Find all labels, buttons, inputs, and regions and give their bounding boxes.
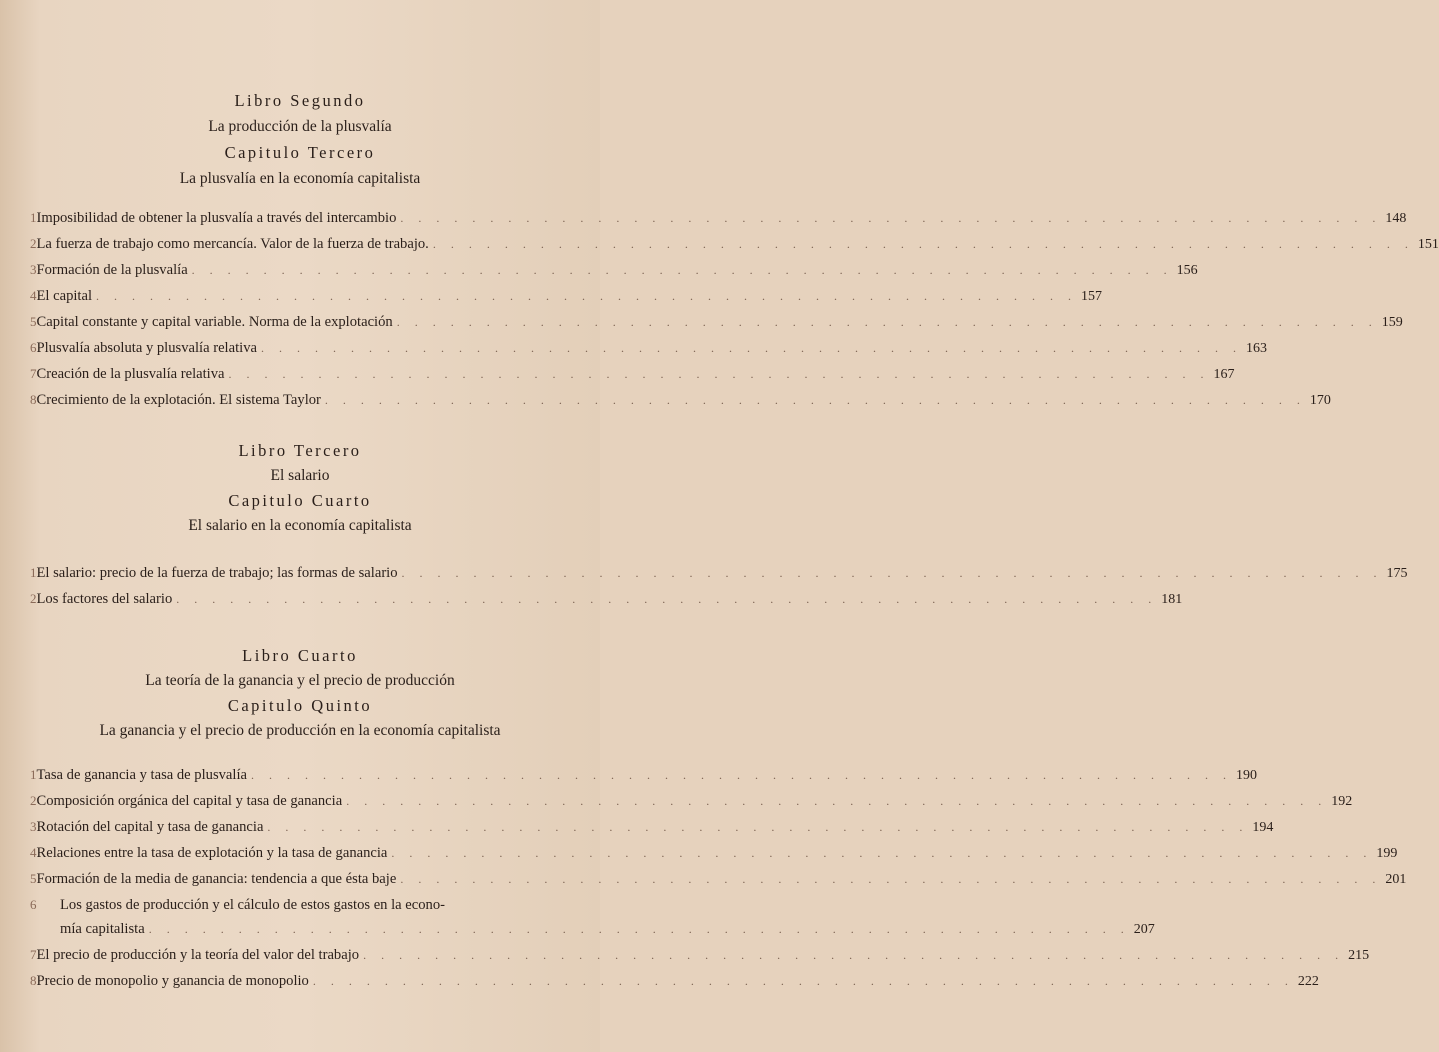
toc-entry (30, 947, 1370, 973)
entry-number: 8 (30, 973, 37, 988)
entry-title: Crecimiento de la explotación. El sistema Taylor (36, 392, 321, 408)
toc-entry (30, 340, 1267, 366)
toc-entry (30, 973, 1319, 999)
toc-entry (30, 236, 1439, 262)
entry-page: 156 (1176, 263, 1198, 278)
leader-dots (396, 211, 1385, 226)
capitulo-title: El salario en la economía capitalista (188, 517, 412, 534)
entry-number: 6 (30, 897, 37, 912)
section-libro-tercero (0, 438, 600, 538)
entry-page: 201 (1385, 872, 1407, 887)
entry-page: 163 (1245, 341, 1267, 356)
entry-title: Los gastos de producción y el cálculo de estos gastos en la econo- (60, 897, 446, 913)
toc-entry (30, 565, 1408, 591)
entry-number: 1 (30, 565, 37, 580)
entry-title: Imposibilidad de obtener la plusvalía a través del intercambio (36, 210, 397, 226)
toc-list-1 (30, 210, 1439, 418)
entry-title: Plusvalía absoluta y plusvalía relativa (36, 340, 257, 356)
toc-entry (30, 288, 1103, 314)
toc-entry (30, 210, 1407, 236)
entry-number: 7 (30, 947, 37, 962)
libro-title: El salario (270, 467, 330, 484)
capitulo-title: La plusvalía en la economía capitalista (179, 170, 421, 187)
entry-page: 159 (1381, 315, 1403, 330)
entry-number: 3 (30, 262, 37, 277)
entry-number: 4 (30, 288, 37, 303)
capitulo-title: La ganancia y el precio de producción en la economía capitalista (99, 722, 501, 739)
leader-dots (359, 948, 1348, 963)
leader-dots (257, 341, 1246, 356)
toc-entry (30, 591, 1183, 617)
entry-page: 190 (1236, 768, 1257, 783)
entry-title: Formación de la media de ganancia: tendencia a que ésta baje (36, 871, 397, 887)
leader-dots (398, 566, 1387, 581)
entry-page: 207 (1133, 922, 1155, 937)
toc-entry (30, 392, 1331, 418)
entry-number: 5 (30, 871, 37, 886)
libro-heading: Libro Segundo (234, 91, 366, 110)
entry-page: 151 (1417, 237, 1439, 252)
capitulo-heading: Capitulo Tercero (224, 143, 376, 162)
entry-number: 2 (30, 793, 37, 808)
leader-dots (396, 872, 1385, 887)
toc-list-2 (30, 565, 1408, 617)
entry-title: El capital (36, 288, 93, 304)
toc-entry (30, 366, 1235, 392)
entry-number: 2 (30, 236, 37, 251)
capitulo-heading: Capitulo Cuarto (228, 491, 372, 510)
section-libro-cuarto (0, 643, 600, 743)
section-libro-segundo (0, 88, 600, 192)
leader-dots (225, 367, 1214, 382)
leader-dots (188, 263, 1177, 278)
leader-dots (92, 289, 1081, 304)
entry-title-continuation: mía capitalista (60, 921, 145, 937)
entry-page: 181 (1161, 592, 1183, 607)
entry-page: 167 (1213, 367, 1235, 382)
entry-number: 3 (30, 819, 37, 834)
entry-page: 175 (1386, 566, 1408, 581)
toc-entry (30, 262, 1198, 288)
libro-title: La teoría de la ganancia y el precio de producción (145, 672, 455, 689)
entry-title: Precio de monopolio y ganancia de monopolio (36, 973, 309, 989)
toc-entry (30, 897, 570, 921)
entry-title: El precio de producción y la teoría del valor del trabajo (36, 947, 360, 963)
entry-number: 2 (30, 591, 37, 606)
entry-number: 7 (30, 366, 37, 381)
toc-list-3 (30, 767, 1407, 999)
leader-dots (429, 237, 1418, 252)
toc-entry (30, 871, 1407, 897)
entry-title: Relaciones entre la tasa de explotación y la tasa de ganancia (36, 845, 388, 861)
leader-dots (172, 592, 1161, 607)
entry-title: La fuerza de trabajo como mercancía. Valor de la fuerza de trabajo. (36, 236, 429, 252)
entry-page: 192 (1331, 794, 1353, 809)
entry-page: 157 (1081, 289, 1103, 304)
leader-dots (263, 820, 1252, 835)
entry-page: 170 (1309, 393, 1331, 408)
entry-number: 4 (30, 845, 37, 860)
entry-page: 222 (1297, 974, 1319, 989)
leader-dots (387, 846, 1376, 861)
toc-entry (30, 767, 1257, 793)
entry-number: 5 (30, 314, 37, 329)
entry-title: Formación de la plusvalía (36, 262, 188, 278)
leader-dots (321, 393, 1310, 408)
leader-dots (309, 974, 1298, 989)
leader-dots (247, 768, 1236, 783)
leader-dots (342, 794, 1331, 809)
entry-title: El salario: precio de la fuerza de trabajo; las formas de salario (36, 565, 398, 581)
leader-dots (393, 315, 1382, 330)
toc-entry (30, 819, 1274, 845)
entry-page: 199 (1376, 846, 1398, 861)
entry-page: 148 (1385, 211, 1407, 226)
entry-title: Composición orgánica del capital y tasa de ganancia (36, 793, 343, 809)
toc-entry (30, 314, 1403, 340)
entry-page: 194 (1252, 820, 1274, 835)
leader-dots (145, 922, 1134, 937)
entry-number: 1 (30, 210, 37, 225)
entry-number: 6 (30, 340, 37, 355)
entry-title: Creación de la plusvalía relativa (36, 366, 225, 382)
toc-entry (30, 793, 1353, 819)
entry-number: 1 (30, 767, 37, 782)
entry-number: 8 (30, 392, 37, 407)
capitulo-heading: Capitulo Quinto (227, 696, 373, 715)
entry-title: Los factores del salario (36, 591, 173, 607)
toc-entry (30, 845, 1398, 871)
libro-heading: Libro Tercero (238, 441, 362, 460)
toc-entry-continuation (30, 921, 1155, 947)
entry-title: Tasa de ganancia y tasa de plusvalía (36, 767, 247, 783)
entry-page: 215 (1348, 948, 1370, 963)
entry-title: Capital constante y capital variable. Norma de la explotación (36, 314, 393, 330)
entry-title: Rotación del capital y tasa de ganancia (36, 819, 264, 835)
libro-heading: Libro Cuarto (242, 646, 358, 665)
libro-title: La producción de la plusvalía (208, 118, 392, 135)
